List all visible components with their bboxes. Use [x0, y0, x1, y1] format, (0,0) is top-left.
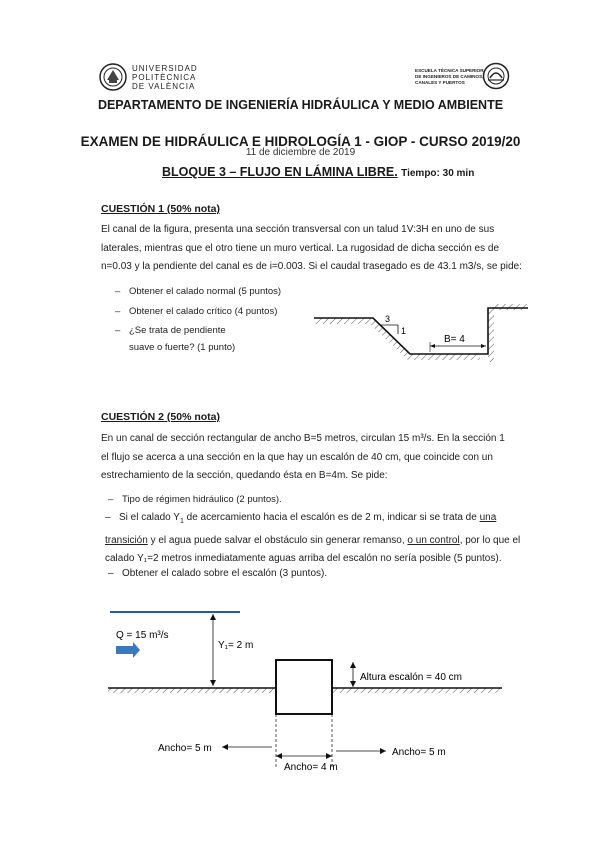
school-line-1: ESCUELA TÉCNICA SUPERIOR — [415, 68, 484, 73]
width-label: B= 4 — [444, 334, 465, 345]
flow-label: Q = 15 m³/s — [116, 630, 169, 641]
slope-h-label: 3 — [385, 314, 391, 324]
block-heading — [162, 165, 474, 179]
width-left-label: Ancho= 5 m — [158, 743, 212, 754]
upv-seal-icon — [98, 62, 128, 92]
channel-outline — [314, 308, 528, 354]
y1-label: Y₁= 2 m — [218, 640, 254, 651]
width-left-arrowhead — [222, 744, 228, 750]
step-height-label: Altura escalón = 40 cm — [360, 672, 462, 683]
school-line-2: DE INGENIEROS DE CAMINOS, — [415, 74, 484, 79]
block-time: Tiempo: 30 min — [401, 168, 475, 179]
slope-v-label: 1 — [401, 326, 407, 336]
bank-hatch — [494, 304, 528, 310]
q2-step-figure — [100, 600, 520, 780]
block-title: BLOQUE 3 – FLUJO EN LÁMINA LIBRE. — [162, 165, 398, 179]
q1-statement — [101, 221, 538, 277]
school-seal-icon — [482, 62, 510, 90]
q2-statement — [101, 430, 538, 486]
exam-title: EXAMEN DE HIDRÁULICA E HIDROLOGÍA 1 - GIOP - CURSO 2019/20 — [80, 134, 521, 149]
q1-bullet: – Obtener el calado normal (5 puntos) — [115, 286, 282, 297]
q2-line: el flujo se acerca a una sección en la que hay un escalón de 40 cm, que coincide con un — [101, 451, 493, 463]
q1-channel-section-figure — [300, 290, 540, 380]
q1-line: n=0.03 y la pendiente del canal es de i=0.003. Si el caudal trasegado es de 43.1 m3/s, se pide: — [101, 261, 522, 272]
q2-line: En un canal de sección rectangular de ancho B=5 metros, circulan 15 m³/s. En la sección 1 — [101, 433, 505, 444]
q1-bullet: – Obtener el calado crítico (4 puntos) — [115, 306, 278, 317]
flow-arrow-icon — [116, 642, 140, 658]
wall-hatch — [488, 308, 494, 362]
upv-logo — [98, 62, 210, 98]
q2-bullet-2: – Si el calado $Y_1$ de acercamiento hacia el escalón es de 2 m, indicar si se trata de una transición y el agua puede salvar el obstáculo sin generar remanso, o un control, por lo que el calado Y₁=2 metros inmediatamente aguas arriba del escalón no sería posible (5 puntos). — [105, 512, 521, 564]
width-right-arrowhead — [380, 748, 386, 754]
q2-title: CUESTIÓN 2 (50% nota) — [101, 411, 221, 423]
department-title: DEPARTAMENTO DE INGENIERÍA HIDRÁULICA Y MEDIO AMBIENTE — [97, 98, 504, 112]
university-line-3: DE VALÈNCIA — [132, 82, 196, 91]
q2-line: estrechamiento de la sección, quedando ésta en B=4m. Se pide: — [101, 470, 388, 481]
school-line-3: CANALES Y PUERTOS — [415, 80, 465, 85]
exam-date: 11 de diciembre de 2019 — [245, 147, 356, 158]
q2-bullet-1: – Tipo de régimen hidráulico (2 puntos). — [108, 494, 282, 505]
q1-bullet-continuation: suave o fuerte? (1 punto) — [129, 342, 236, 353]
q1-title: CUESTIÓN 1 (50% nota) — [101, 203, 221, 215]
width-right-label: Ancho= 5 m — [392, 747, 446, 758]
q1-bullet: – ¿Se trata de pendiente — [115, 325, 226, 336]
width-mid-label: Ancho= 4 m — [284, 762, 338, 773]
school-logo — [415, 62, 510, 92]
step-block — [276, 660, 332, 714]
q1-line: laterales, mientras que el otro tiene un muro vertical. La rugosidad de dicha sección es de — [101, 242, 500, 254]
q1-line: El canal de la figura, presenta una sección transversal con un talud 1V:3H en uno de sus — [101, 224, 495, 235]
university-line-1: UNIVERSIDAD — [132, 64, 198, 73]
university-line-2: POLITÈCNICA — [132, 73, 197, 82]
q2-bullet-3: – Obtener el calado sobre el escalón (3 puntos). — [108, 568, 328, 579]
